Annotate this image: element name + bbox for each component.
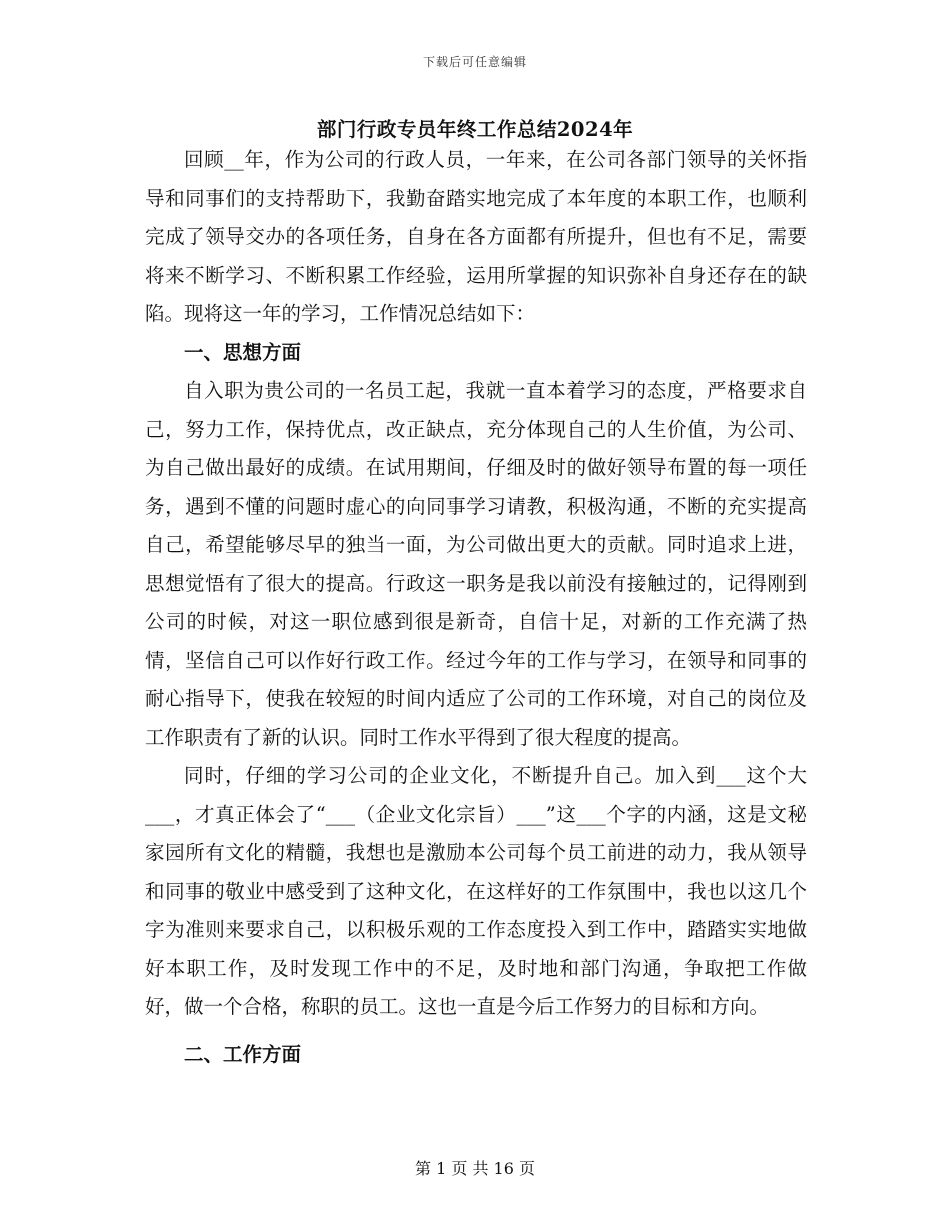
document-title: 部门行政专员年终工作总结2024年 [316, 118, 634, 141]
section1-paragraph-1: 自入职为贵公司的一名员工起，我就一直本着学习的态度，严格要求自己，努力工作，保持优点，改正缺点，充分体现自己的人生价值，为公司、为自己做出最好的成绩。在试用期间，仔细及时的做好领导布置的每一项任务，遇到不懂的问题时虚心的向同事学习请教，积极沟通，不断的充实提高自己，希望能够尽早的独当一面，为公司做出更大的贡献。同时追求上进，思想觉悟有了很大的提高。行政这一职务是我以前没有接触过的，记得刚到公司的时候，对这一职位感到很是新奇，自信十足，对新的工作充满了热情，坚信自己可以作好行政工作。经过今年的工作与学习，在领导和同事的耐心指导下，使我在较短的时间内适应了公司的工作环境，对自己的岗位及工作职责有了新的认识。同时工作水平得到了很大程度的提高。 [145, 379, 807, 749]
section1-paragraph-2: 同时，仔细的学习公司的企业文化，不断提升自己。加入到___这个大___，才真正体会了“___（企业文化宗旨）___”这___个字的内涵，这是文秘家园所有文化的精髓，我想也是激励本公司每个员工前进的动力，我从领导和同事的敬业中感受到了这种文化，在这样好的工作氛围中，我也以这几个字为准则来要求自己，以积极乐观的工作态度投入到工作中，踏踏实实地做好本职工作，及时发现工作中的不足，及时地和部门沟通，争取把工作做好，做一个合格，称职的员工。这也一直是今后工作努力的目标和方向。 [145, 764, 807, 1018]
page-header-note: 下载后可任意编辑 [422, 55, 527, 69]
document-body [145, 141, 807, 1074]
section-heading-work: 二、工作方面 [184, 1042, 302, 1066]
page-footer-number: 第 1 页 共 16 页 [415, 1159, 535, 1178]
section-heading-thought: 一、思想方面 [184, 340, 302, 364]
intro-paragraph: 回顾__年，作为公司的行政人员，一年来，在公司各部门领导的关怀指导和同事们的支持帮助下，我勤奋踏实地完成了本年度的本职工作，也顺利完成了领导交办的各项任务，自身在各方面都有所提升，但也有不足，需要将来不断学习、不断积累工作经验，运用所掌握的知识弥补自身还存在的缺陷。现将这一年的学习，工作情况总结如下： [145, 148, 807, 325]
